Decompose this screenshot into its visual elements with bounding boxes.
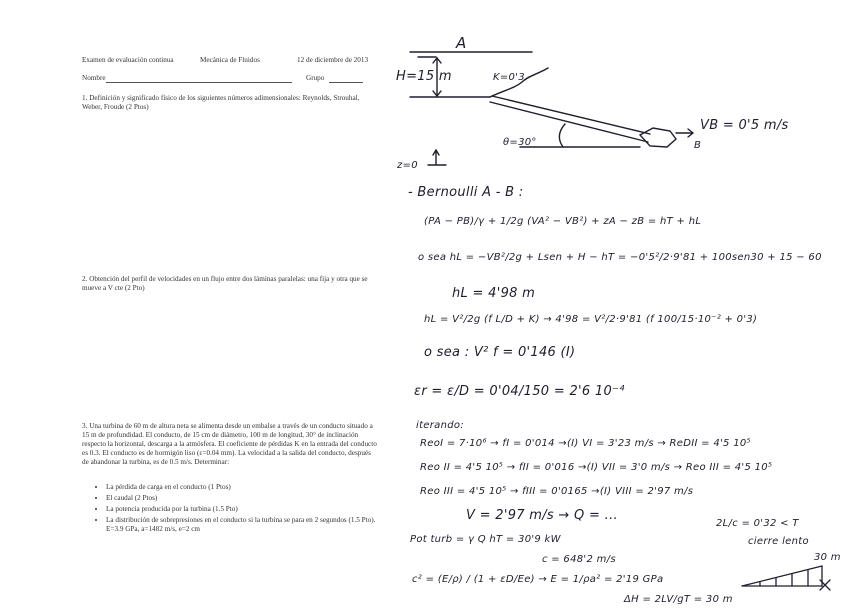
exam-header-exam: Examen de evaluación continua bbox=[82, 56, 174, 64]
note-pressure-rise: ΔH = 2LV/gT = 30 m bbox=[624, 594, 733, 605]
question-3-item: • La distribución de sobrepresiones en el conducto si la turbina se para en 2 segundos (1.5 Pto). E=3.9 GPa, a=1482 m/s, e=2 cm bbox=[106, 516, 380, 534]
group-label: Grupo bbox=[306, 74, 325, 82]
note-pressure-peak: 30 m bbox=[814, 552, 841, 563]
label-datum: z=0 bbox=[397, 160, 418, 171]
label-point-a: A bbox=[456, 34, 467, 52]
note-wave-speed: c = 648'2 m/s bbox=[542, 554, 616, 565]
note-iteration-2: Reo II = 4'5 10⁵ → fII = 0'016 →(I) VII = 3'0 m/s → Reo III = 4'5 10⁵ bbox=[420, 462, 773, 473]
question-3-item: • La pérdida de carga en el conducto (1 Ptos) bbox=[106, 483, 380, 492]
note-head-loss-value: hL = 4'98 m bbox=[452, 286, 536, 301]
question-1-text: Definición y significado físico de los siguientes números adimensionales: Reynolds, Strouhal, Weber, Froude (2 Ptos) bbox=[82, 94, 360, 111]
exam-header-date: 12 de diciembre de 2013 bbox=[297, 56, 369, 64]
note-iteration-3: Reo III = 4'5 10⁵ → fIII = 0'0165 →(I) VIII = 2'97 m/s bbox=[420, 486, 694, 497]
label-outlet-velocity: VB = 0'5 m/s bbox=[700, 118, 789, 133]
pressure-hatch bbox=[760, 566, 822, 586]
question-1-number: 1. bbox=[82, 94, 88, 102]
name-label: Nombre bbox=[82, 74, 106, 82]
pipe-bottom-line bbox=[490, 102, 648, 142]
note-bernoulli-heading: - Bernoulli A - B : bbox=[408, 185, 524, 200]
note-celerity-formula: c² = (E/ρ) / (1 + εD/Ee) → E = 1/ρa² = 2'19 GPa bbox=[412, 574, 664, 585]
note-slow-closure: cierre lento bbox=[748, 536, 809, 547]
question-2-text: Obtención del perfil de velocidades en un flujo entre dos láminas paralelas: una fija y otra que se mueve a V cte (2 Pto) bbox=[82, 275, 368, 292]
note-darcy-equation: hL = V²/2g (f L/D + K) → 4'98 = V²/2·9'81 (f 100/15·10⁻² + 0'3) bbox=[424, 314, 758, 325]
note-iterating: iterando: bbox=[416, 420, 464, 431]
pressure-envelope bbox=[742, 566, 822, 586]
question-3-item: • La potencia producida por la turbina (1.5 Pto) bbox=[106, 505, 380, 514]
note-head-loss-expression: o sea hL = −VB²/2g + Lsen + H − hT = −0'5²/2·9'81 + 100sen30 + 15 − 60 bbox=[418, 252, 822, 263]
label-k-coefficient: K=0'3 bbox=[493, 72, 525, 83]
pipe-top-line bbox=[492, 96, 650, 134]
note-relative-roughness: εr = ε/D = 0'04/150 = 2'6 10⁻⁴ bbox=[414, 384, 625, 399]
question-3-number: 3. bbox=[82, 422, 88, 430]
note-turbine-power: Pot turb = γ Q hT = 30'9 kW bbox=[410, 534, 561, 545]
angle-arc bbox=[559, 124, 565, 147]
question-3-item: • El caudal (2 Ptos) bbox=[106, 494, 380, 503]
label-point-b: B bbox=[694, 140, 702, 151]
question-3-text: Una turbina de 60 m de altura neta se alimenta desde un embalse a través de un conducto situado a 15 m de profundidad. El conducto, de 15 cm de diámetro, 100 m de longitud, 30° de inclinación respecto la horizontal, descarga a la atmósfera. El coeficiente de pérdidas K en la entrada del conducto es 0.3. El conducto es de hormigón liso (ε=0.04 mm). La velocidad a la salida del conducto, después de abandonar la turbina, es de 0.5 m/s. Determinar: bbox=[82, 422, 377, 466]
label-height: H=15 m bbox=[396, 69, 452, 84]
note-velocity-result: V = 2'97 m/s → Q = ... bbox=[466, 508, 618, 523]
label-angle: θ=30° bbox=[503, 137, 537, 148]
note-iteration-1: ReoI = 7·10⁶ → fI = 0'014 →(I) VI = 3'23 m/s → ReDII = 4'5 10⁵ bbox=[420, 438, 751, 449]
turbine-shape bbox=[640, 128, 676, 147]
note-closure-time: 2L/c = 0'32 < T bbox=[716, 518, 799, 529]
note-equation-one: o sea : V² f = 0'146 (I) bbox=[424, 345, 576, 360]
question-2-number: 2. bbox=[82, 275, 88, 283]
note-bernoulli-equation: (PA − PB)/γ + 1/2g (VA² − VB²) + zA − zB = hT + hL bbox=[424, 216, 702, 227]
exam-header-subject: Mecánica de Fluidos bbox=[200, 56, 260, 64]
